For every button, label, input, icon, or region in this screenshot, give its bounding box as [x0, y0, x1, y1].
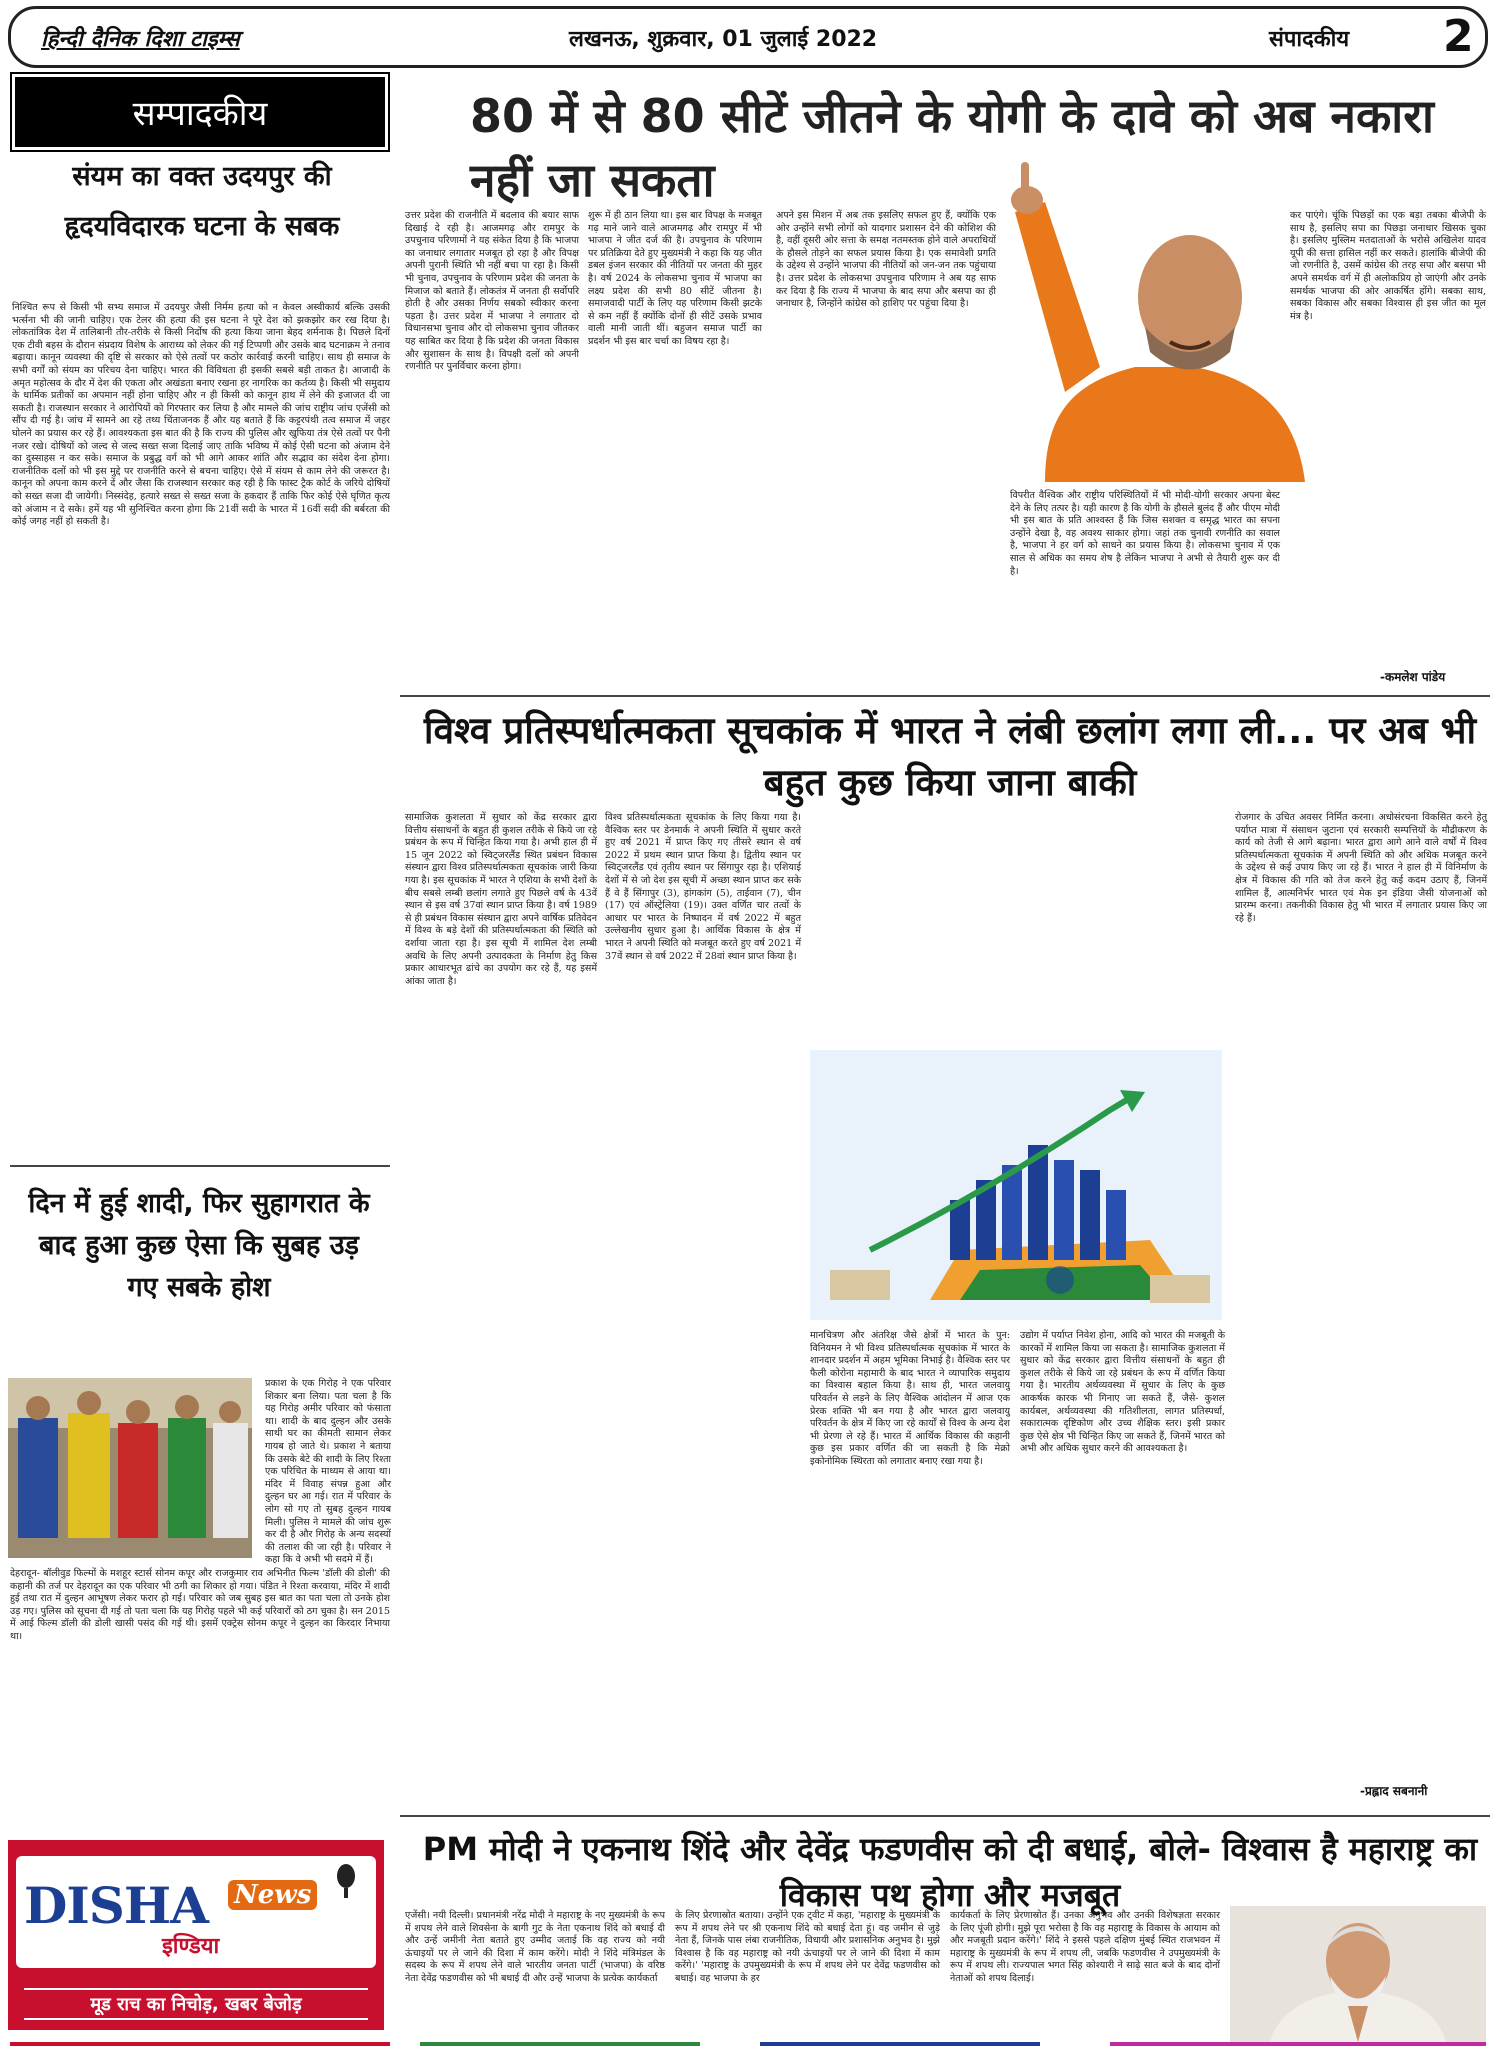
lead-col-2: शुरू में ही ठान लिया था। इस बार विपक्ष के मजबूत गढ़ माने जाने वाले आजमगढ़ और रामपुर में भी भाजपा ने जीत दर्ज की है। उपचुनाव के परिणाम पर प्रतिक्रिया देते हुए मुख्यमंत्री ने कहा कि यह जीत डबल इंजन सरकार की नीतियों पर जनता की मुहर है। वर्ष 2024 के लोकसभा चुनाव में भाजपा का लक्ष्य प्रदेश की सभी 80 सीटें जीतना है। समाजवादी पार्टी के लिए यह परिणाम किसी झटके से कम नहीं हैं क्योंकि दोनों ही सीटें उसके प्रभाव वाली मानी जाती थीं। बहुजन समाज पार्टी का प्रदर्शन भी इस बार चर्चा का विषय रहा है। [588, 210, 762, 347]
lead-byline: -कमलेश पांडेय [1380, 670, 1446, 684]
wc-col-1: सामाजिक कुशलता में सुधार को केंद्र सरकार द्वारा वित्तीय संसाधनों के बहुत ही कुशल तरीके से किये जा रहे प्रबंधन के रूप में चिन्हित किया गया है। अभी हाल ही में 15 जून 2022 को स्विट्जरलैंड स्थित प्रबंधन विकास संस्थान द्वारा विश्व प्रतिस्पर्धात्मकता सूचकांक जारी किया गया है। इस सूचकांक में भारत ने एशिया के सभी देशों के बीच सबसे लम्बी छलांग लगाते हुए पिछले वर्ष के 43वें स्थान से इस वर्ष 37वां स्थान प्राप्त किया है। वर्ष 1989 से ही प्रबंधन विकास संस्थान द्वारा अपने वार्षिक प्रतिवेदन में विश्व के बड़े देशों की प्रतिस्पर्धात्मकता की स्थिति को दर्शाया जाता रहा है। इस सूची में शामिल देश लम्बी अवधि के लिए अपनी उत्पादकता के निर्माण हेतु किस प्रकार आधारभूत ढांचे का उपयोग कर रहे हैं, यह इसमें आंका जाता है। [405, 812, 597, 987]
lead-col-3: अपने इस मिशन में अब तक इसलिए सफल हुए हैं, क्योंकि एक ओर उन्होंने सभी लोगों को यादगार प्रशासन देने की कोशिश की है, वहीं दूसरी ओर सत्ता के समक्ष नतमस्तक होने वाले अपराधियों के हौसले तोड़ने का सफल प्रयास किया है। एक समावेशी प्रगति के उद्देश्य से उन्होंने भाजपा की नीतियों को जन-जन तक पहुंचाया है। उत्तर प्रदेश के लोकसभा उपचुनाव परिणाम ने अब यह साफ कर दिया है कि राज्य में भाजपा के बाद सपा और बसपा का ही जनाधार है, जिन्होंने कांग्रेस को हाशिए पर पहुंचा दिया है। [776, 210, 996, 310]
disha-news-advert[interactable] [8, 1840, 384, 2030]
stripe-green [420, 2042, 700, 2046]
lead-col-5: कर पाएंगे। चूंकि पिछड़ों का एक बड़ा तबका बीजेपी के साथ है, इसलिए सपा का पिछड़ा जनाधार खिसक चुका है। इसलिए मुस्लिम मतदाताओं के भरोसे अखिलेश यादव यूपी की सत्ता हासिल नहीं कर सकते। हालांकि बीजेपी की जो रणनीति है, उसमें कांग्रेस की तरह सपा और बसपा भी अपने समर्थक वर्ग में ही अलोकप्रिय हो जाएंगी और उनके समर्थक भाजपा की ओर आकर्षित होंगे। सबका साथ, सबका विकास और सबका विश्वास ही इस जीत का मूल मंत्र है। [1290, 210, 1486, 322]
editorial-body: निश्चित रूप से किसी भी सभ्य समाज में उदयपुर जैसी निर्मम हत्या को न केवल अस्वीकार्य बल्कि उसकी भर्त्सना भी की जानी चाहिए। एक टेलर की हत्या की इस घटना ने पूरे देश को झकझोर कर रख दिया है। लोकतांत्रिक देश में तालिबानी तौर-तरीके से किसी निर्दोष की हत्या किया जाना बेहद शर्मनाक है। पिछले दिनों एक टीवी बहस के दौरान संप्रदाय विशेष के आराध्य को लेकर की गई टिप्पणी और उसके बाद घटनाक्रम ने तनाव बढ़ाया। कानून व्यवस्था की दृष्टि से सरकार को ऐसे तत्वों पर कठोर कार्रवाई करनी चाहिए। साथ ही समाज के सभी वर्गों को संयम का परिचय देना चाहिए। भारत की विविधता ही इसकी सबसे बड़ी ताकत है। आजादी के अमृत महोत्सव के दौर में देश की एकता और अखंडता बनाए रखना हर नागरिक का कर्तव्य है। किसी भी समुदाय के धार्मिक प्रतीकों का अपमान नहीं होना चाहिए और न ही किसी को कानून हाथ में लेने की इजाजत दी जा सकती है। राजस्थान सरकार ने आरोपियों को गिरफ्तार कर लिया है और मामले की जांच राष्ट्रीय जांच एजेंसी को सौंप दी गई है। जांच में सामने आ रहे तथ्य चिंताजनक हैं और यह बताते हैं कि कट्टरपंथी तत्व समाज में जहर घोलने का प्रयास कर रहे हैं। आवश्यकता इस बात की है कि राज्य की पुलिस और खुफिया तंत्र ऐसे तत्वों पर पैनी नजर रखे। दोषियों को जल्द से जल्द सख्त सजा दिलाई जाए ताकि भविष्य में कोई ऐसी घटना को अंजाम देने का दुस्साहस न कर सके। समाज के प्रबुद्ध वर्ग को भी आगे आकर शांति और सद्भाव का संदेश देना होगा। राजनीतिक दलों को भी इस मुद्दे पर राजनीति करने से बचना चाहिए। ऐसे में संयम से काम लेने की जरूरत है। कानून को अपना काम करने दें और जैसा कि राजस्थान सरकार कह रही है कि फास्ट ट्रैक कोर्ट के जरिये दोषियों को सख्त सजा दी जायेगी। निस्संदेह, हत्यारे सख्त से सख्त सजा के हकदार हैं ताकि फिर कोई ऐसे घृणित कृत्य को अंजाम न दे सके। हमें यह भी सुनिश्चित करना होगा कि 21वीं सदी के भारत में 16वीं सदी की बर्बरता की कोई जगह नहीं हो सकती है। [12, 302, 390, 528]
competitiveness-headline: विश्व प्रतिस्पर्धात्मकता सूचकांक में भारत ने लंबी छलांग लगा ली... पर अब भी बहुत कुछ किया जाना बाकी [423, 709, 1477, 804]
wc-col-3: मानचित्रण और अंतरिक्ष जैसे क्षेत्रों में भारत के पुन: विनियमन ने भी विश्व प्रतिस्पर्धात्मक सूचकांक में भारत के शानदार प्रदर्शन में अहम भूमिका निभाई है। वैश्विक स्तर पर फैली कोरोना महामारी के बाद भारत ने व्यापारिक समुदाय का विश्वास बहाल किया है। साथ ही, भारत जलवायु परिवर्तन से लड़ने के लिए वैश्विक आंदोलन में आज एक प्रेरक शक्ति भी बन गया है और भारत द्वारा जलवायु परिवर्तन के क्षेत्र में किए जा रहे कार्यों से विश्व के अन्य देश भी प्रेरणा ले रहे हैं। भारत में आर्थिक विकास की कहानी कुछ इस प्रकार वर्णित की जा सकती है कि मेक्रो इकोनोमिक स्थिरता को लगातार बनाए रखा गया है। [810, 1330, 1011, 1467]
pm-col-2: के लिए प्रेरणास्रोत बताया। उन्होंने एक ट्वीट में कहा, 'महाराष्ट्र के मुख्यमंत्री के रूप में शपथ लेने पर श्री एकनाथ शिंदे को बधाई देता हूं। वह जमीन से जुड़े नेता हैं, जिनके पास लंबा राजनीतिक, विधायी और प्रशासनिक अनुभव है। मुझे विश्वास है कि वह महाराष्ट्र को नयी ऊंचाइयों पर ले जाने की दिशा में काम करेंगे।' 'महाराष्ट्र के उपमुख्यमंत्री के रूप में शपथ लेने पर देवेंद्र फडणवीस को बधाई। वह भाजपा के हर [675, 1910, 940, 1984]
paper-name: हिन्दी दैनिक दिशा टाइम्स [41, 27, 240, 52]
pm-headline: PM मोदी ने एकनाथ शिंदे और देवेंद्र फडणवीस को दी बधाई, बोले- विश्वास है महाराष्ट्र का विकास पथ होगा और मजबूत [422, 1830, 1478, 1914]
wedding-headline: दिन में हुई शादी, फिर सुहागरात के बाद हुआ कुछ ऐसा कि सुबह उड़ गए सबके होश [28, 1188, 370, 1303]
date-line: लखनऊ, शुक्रवार, 01 जुलाई 2022 [569, 27, 878, 52]
divider-1 [400, 695, 1490, 697]
microphone-icon [326, 1862, 366, 1902]
politician-photo [1005, 152, 1305, 482]
editorial-headline: संयम का वक्त उदयपुर की हृदयविदारक घटना के सबक [64, 161, 340, 242]
advert-brand: DISHA [24, 1876, 208, 1935]
masthead [8, 6, 1488, 68]
page-number: 2 [1443, 11, 1474, 62]
advert-subtitle: इण्डिया [162, 1934, 220, 1959]
lead-col-4: विपरीत वैश्विक और राष्ट्रीय परिस्थितियों में भी मोदी-योगी सरकार अपना बेस्ट देने के लिए तत्पर है। यही कारण है कि योगी के हौसले बुलंद हैं और पीएम मोदी भी इस बात के प्रति आश्वस्त हैं कि जिस सशक्त व समृद्ध भारत का सपना उन्होंने देखा है, वह अवश्य साकार होगा। जहां तक चुनावी रणनीति का सवाल है, भाजपा ने हर वर्ग को साधने का प्रयास किया है। लोकसभा चुनाव में एक साल से अधिक का समय शेष है लेकिन भाजपा ने अभी से तैयारी शुरू कर दी है। [1010, 490, 1280, 577]
wedding-photo [8, 1378, 252, 1558]
advert-brand-suffix: News [228, 1880, 317, 1910]
stripe-red [10, 2042, 390, 2046]
pm-photo [1230, 1906, 1486, 2042]
lead-headline: 80 में से 80 सीटें जीतने के योगी के दावे को अब नकारा नहीं जा सकता [470, 89, 1434, 207]
pm-col-1: एजेंसी। नयी दिल्ली। प्रधानमंत्री नरेंद्र मोदी ने महाराष्ट्र के नए मुख्यमंत्री के रूप में शपथ लेने वाले शिवसेना के बागी गुट के नेता एकनाथ शिंदे को बधाई दी और उन्हें जमीनी नेता बताते हुए उम्मीद जताई कि वह राज्य को नयी ऊंचाइयों पर ले जाने की दिशा में काम करेंगे। मोदी ने शिंदे मंत्रिमंडल के सदस्य के रूप में शपथ लेने वाले भारतीय जनता पार्टी (भाजपा) के वरिष्ठ नेता देवेंद्र फडणवीस को भी बधाई दी और उन्हें भाजपा के प्रत्येक कार्यकर्ता [405, 1910, 665, 1984]
divider-2 [10, 1165, 390, 1167]
pm-col-3: कार्यकर्ता के लिए प्रेरणास्रोत हैं। उनका अनुभव और उनकी विशेषज्ञता सरकार के लिए पूंजी होगी। मुझे पूरा भरोसा है कि वह महाराष्ट्र के विकास के आयाम को और मजबूती प्रदान करेंगे।' शिंदे ने इससे पहले दक्षिण मुंबई स्थित राजभवन में महाराष्ट्र के मुख्यमंत्री के रूप में शपथ ली, जबकि फडणवीस ने उपमुख्यमंत्री के रूप में शपथ ली। राज्यपाल भगत सिंह कोश्यारी ने साढ़े सात बजे के बाद दोनों नेताओं को शपथ दिलाई। [950, 1910, 1220, 1984]
divider-3 [400, 1815, 1490, 1817]
editorial-label: सम्पादकीय [12, 74, 388, 150]
wedding-col-a: देहरादून- बॉलीवुड फिल्मों के मशहूर स्टार्स सोनम कपूर और राजकुमार राव अभिनीत फिल्म 'डॉली की डोली' की कहानी की तर्ज पर देहरादून का एक परिवार भी ठगी का शिकार हो गया। पंडित ने रिश्ता करवाया, मंदिर में शादी हुई तथा रात में दुल्हन आभूषण लेकर फरार हो गई। परिवार को जब सुबह इस बात का पता चला तो उनके होश उड़ गए। पुलिस को सूचना दी गई तो पता चला कि यह गिरोह पहले भी कई परिवारों को ठग चुका है। सन 2015 में आई फिल्म डॉली की डोली खासी पसंद की गई थी। इसमें एक्ट्रेस सोनम कपूर ने दुल्हन का किरदार निभाया था। [10, 1568, 390, 1642]
lead-col-1: उत्तर प्रदेश की राजनीति में बदलाव की बयार साफ दिखाई दे रही है। आजमगढ़ और रामपुर के उपचुनाव परिणामों ने यह संकेत दिया है कि भाजपा का जनाधार लगातार मजबूत हो रहा है और विपक्ष अपनी पुरानी स्थिति भी नहीं बचा पा रहा है। किसी भी चुनाव, उपचुनाव के परिणाम प्रदेश की जनता के मिजाज को बताते हैं। लोकतंत्र में जनता ही सर्वोपरि होती है और उसका निर्णय सबको स्वीकार करना पड़ता है। उत्तर प्रदेश में भाजपा ने लगातार दो विधानसभा चुनाव और दो लोकसभा चुनाव जीतकर यह साबित कर दिया है कि प्रदेश की जनता विकास और सुशासन के साथ है। विपक्षी दलों को अपनी रणनीति पर पुनर्विचार करना होगा। [405, 210, 579, 373]
wedding-col-b: प्रकाश के एक गिरोह ने एक परिवार शिकार बना लिया। पता चला है कि यह गिरोह अमीर परिवार को फंसाता था। शादी के बाद दुल्हन और उसके साथी घर का कीमती सामान लेकर गायब हो जाते थे। प्रकाश ने बताया कि उसके बेटे की शादी के लिए रिश्ता एक परिचित के माध्यम से आया था। मंदिर में विवाह संपन्न हुआ और दुल्हन घर आ गई। रात में परिवार के लोग सो गए तो सुबह दुल्हन गायब मिली। पुलिस ने मामले की जांच शुरू कर दी है और गिरोह के अन्य सदस्यों की तलाश की जा रही है। परिवार ने कहा कि वे अभी भी सदमे में हैं। [265, 1378, 391, 1566]
wc-byline: -प्रह्लाद सबनानी [1360, 1784, 1428, 1798]
growth-chart-illustration [810, 1050, 1222, 1320]
stripe-magenta [1110, 2042, 1486, 2046]
wc-col-2: विश्व प्रतिस्पर्धात्मकता सूचकांक के लिए किया गया है। वैश्विक स्तर पर डेनमार्क ने अपनी स्थिति में सुधार करते हुए वर्ष 2021 में प्राप्त किए गए तीसरे स्थान से वर्ष 2022 में प्रथम स्थान प्राप्त किया है। द्वितीय स्थान पर स्विट्जरलैंड एवं तृतीय स्थान पर सिंगापुर रहा है। एशियाई देशों में से जो देश इस सूची में अच्छा स्थान प्राप्त कर सके हैं वे हैं सिंगापुर (3), हांगकांग (5), ताईवान (7), चीन (17) एवं ऑस्ट्रेलिया (19)। उक्त वर्णित चार तत्वों के आधार पर भारत के निष्पादन में वर्ष 2022 में बहुत उल्लेखनीय सुधार हुआ है। आर्थिक विकास के क्षेत्र में भारत ने अपनी स्थिति को मजबूत करते हुए वर्ष 2021 में 37वें स्थान से वर्ष 2022 में 28वां स्थान प्राप्त किया है। [605, 812, 801, 962]
advert-tagline: मूड राच का निचोड़, खबर बेजोड़ [24, 1988, 368, 2020]
section-name: संपादकीय [1269, 27, 1350, 52]
wc-col-5: रोजगार के उचित अवसर निर्मित करना। अधोसंरचना विकसित करने हेतु पर्याप्त मात्रा में संसाधन जुटाना एवं सरकारी सम्पत्तियों के मौद्रीकरण के कार्य को तेजी से आगे बढ़ाना। भारत द्वारा आगे आने वाले वर्षों में विश्व प्रतिस्पर्धात्मकता सूचकांक में अपनी स्थिति को और अधिक मजबूत करने के उद्देश्य से कई उपाय किए जा रहे हैं। भारत ने हाल ही में विनिर्माण के क्षेत्र में विकास की गति को तेज करने हेतु कई कदम उठाए हैं, जिनमें शामिल हैं, आत्मनिर्भर भारत एवं मेक इन इंडिया जैसी योजनाओं को प्रारम्भ करना। तकनीकी विकास हेतु भी भारत में लगातार प्रयास किए जा रहे हैं। [1235, 812, 1487, 924]
stripe-blue [760, 2042, 1040, 2046]
wc-col-4: उद्योग में पर्याप्त निवेश होना, आदि को भारत की मजबूती के कारकों में शामिल किया जा सकता है। सामाजिक कुशलता में सुधार को केंद्र सरकार द्वारा वित्तीय संसाधनों के बहुत ही कुशल तरीके से किये जा रहे प्रबंधन के रूप में वर्णित किया गया है। भारतीय अर्थव्यवस्था में सुधार के लिए के कुछ आकर्षक कारक भी गिनाए जा सकते हैं, जैसे- कुशल कार्यबल, अर्थव्यवस्था की गतिशीलता, लागत प्रतिस्पर्धा, सकारात्मक दृष्टिकोण और उच्च शैक्षिक स्तर। इसी प्रकार कुछ ऐसे क्षेत्र भी चिन्हित किए जा सकते हैं, जिनमें भारत को अभी और अधिक सुधार करने की आवश्यकता है। [1020, 1330, 1225, 1455]
